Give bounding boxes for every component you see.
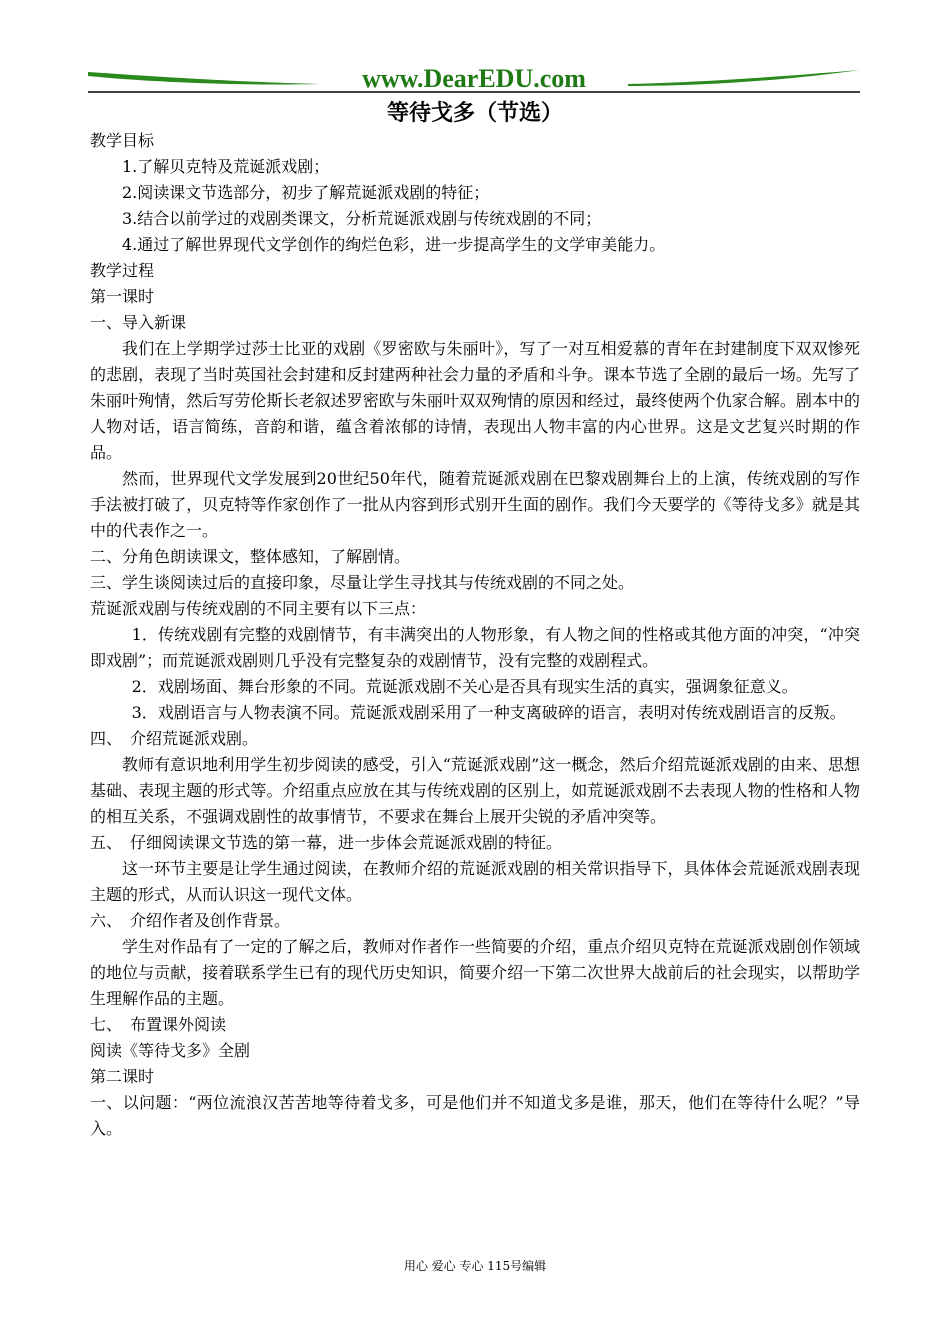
paragraph: 五、 仔细阅读课文节选的第一幕，进一步体会荒诞派戏剧的特征。	[90, 833, 563, 852]
logo-text: www.DearEDU.com	[362, 64, 586, 93]
paragraph: 2．戏剧场面、舞台形象的不同。荒诞派戏剧不关心是否具有现实生活的真实，强调象征意义。	[131, 677, 798, 696]
paragraph: 六、 介绍作者及创作背景。	[90, 911, 291, 930]
paragraph: 1．传统戏剧有完整的戏剧情节，有丰满突出的人物形象，有人物之间的性格或其他方面的冲突，“冲突即戏剧”；而荒诞派戏剧则几乎没有完整复杂的戏剧情节，没有完整的戏剧程式。	[90, 625, 860, 670]
paragraph: 教师有意识地利用学生初步阅读的感受，引入“荒诞派戏剧”这一概念，然后介绍荒诞派戏剧的由来、思想基础、表现主题的形式等。介绍重点应放在其与传统戏剧的区别上，如荒诞派戏剧不去表现人物的性格和人物的相互关系，不强调戏剧性的故事情节，不要求在舞台上展开尖锐的矛盾冲突等。	[90, 755, 860, 826]
paragraph: 一、导入新课	[90, 313, 187, 332]
paragraph: 然而，世界现代文学发展到20世纪50年代，随着荒诞派戏剧在巴黎戏剧舞台上的上演，传统戏剧的写作手法被打破了，贝克特等作家创作了一批从内容到形式别开生面的剧作。我们今天要学的《等待戈多》就是其中的代表作之一。	[90, 469, 860, 540]
paragraph: 教学目标	[90, 131, 155, 150]
document-body	[90, 128, 860, 1142]
paragraph: 1.了解贝克特及荒诞派戏剧；	[122, 157, 330, 176]
paragraph: 教学过程	[90, 261, 155, 280]
paragraph: 四、 介绍荒诞派戏剧。	[90, 729, 259, 748]
paragraph: 4.通过了解世界现代文学创作的绚烂色彩，进一步提高学生的文学审美能力。	[122, 235, 666, 254]
paragraph: 3．戏剧语言与人物表演不同。荒诞派戏剧采用了一种支离破碎的语言，表明对传统戏剧语言的反叛。	[131, 703, 846, 722]
paragraph: 七、 布置课外阅读	[90, 1015, 227, 1034]
paragraph: 一、以问题：“两位流浪汉苦苦地等待着戈多，可是他们并不知道戈多是谁，那天，他们在等待什么呢？”导入。	[90, 1093, 860, 1138]
paragraph: 第二课时	[90, 1067, 155, 1086]
paragraph: 荒诞派戏剧与传统戏剧的不同主要有以下三点：	[90, 599, 427, 618]
paragraph: 三、学生谈阅读过后的直接印象，尽量让学生寻找其与传统戏剧的不同之处。	[90, 573, 635, 592]
paragraph: 这一环节主要是让学生通过阅读，在教师介绍的荒诞派戏剧的相关常识指导下，具体体会荒诞派戏剧表现主题的形式，从而认识这一现代文体。	[90, 859, 860, 904]
site-header-banner	[88, 60, 860, 94]
paragraph: 第一课时	[90, 287, 155, 306]
page-footer: 用心 爱心 专心 115号编辑	[403, 1259, 547, 1273]
paragraph: 2.阅读课文节选部分，初步了解荒诞派戏剧的特征；	[122, 183, 490, 202]
document-title: 等待戈多（节选）	[386, 101, 563, 126]
paragraph: 阅读《等待戈多》全剧	[90, 1041, 251, 1060]
paragraph: 我们在上学期学过莎士比亚的戏剧《罗密欧与朱丽叶》，写了一对互相爱慕的青年在封建制度下双双惨死的悲剧，表现了当时英国社会封建和反封建两种社会力量的矛盾和斗争。课本节选了全剧的最后一场。先写了朱丽叶殉情，然后写劳伦斯长老叙述罗密欧与朱丽叶双双殉情的原因和经过，最终使两个仇家合解。剧本中的人物对话，语言简练，音韵和谐，蕴含着浓郁的诗情，表现出人物丰富的内心世界。这是文艺复兴时期的作品。	[90, 339, 860, 462]
paragraph: 3.结合以前学过的戏剧类课文，分析荒诞派戏剧与传统戏剧的不同；	[122, 209, 602, 228]
paragraph: 二、分角色朗读课文，整体感知，了解剧情。	[90, 547, 411, 566]
paragraph: 学生对作品有了一定的了解之后，教师对作者作一些简要的介绍，重点介绍贝克特在荒诞派戏剧创作领域的地位与贡献，接着联系学生已有的现代历史知识，简要介绍一下第二次世界大战前后的社会现实，以帮助学生理解作品的主题。	[90, 937, 860, 1008]
logo-swoosh-graphic	[88, 60, 860, 94]
